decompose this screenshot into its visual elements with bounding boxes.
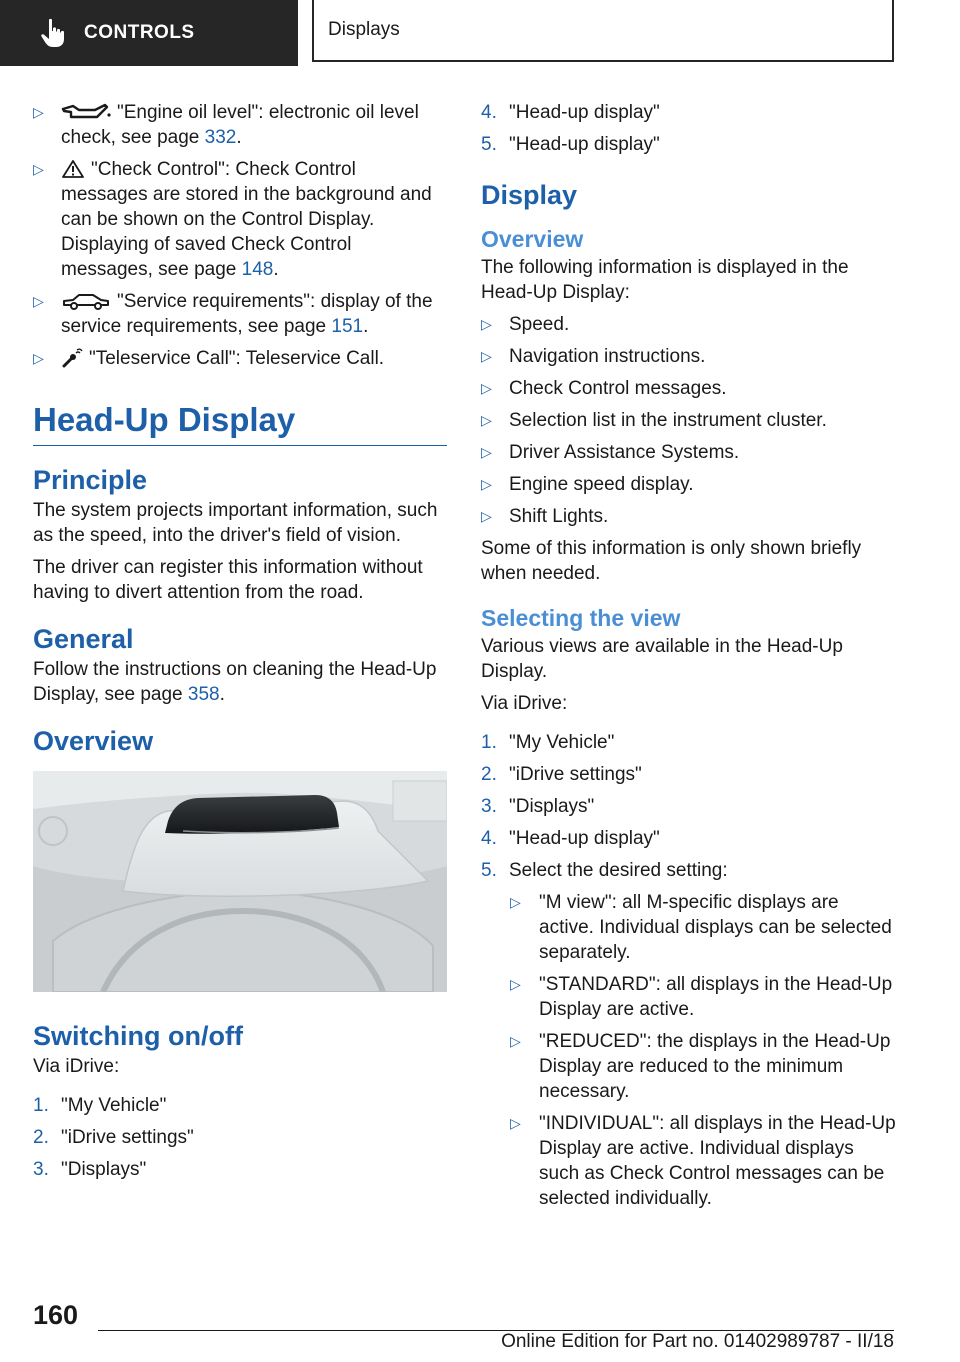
list-item: ▷ Speed.: [481, 314, 570, 335]
section-title: CONTROLS: [84, 22, 195, 43]
list-marker: ▷: [33, 104, 44, 120]
heading-hud: Head-Up Display: [33, 401, 447, 446]
list-item: ▷ Shift Lights.: [481, 506, 609, 527]
page-link[interactable]: 148: [241, 259, 274, 280]
heading-general: General: [33, 624, 134, 654]
heading-selecting-view: Selecting the view: [481, 605, 681, 631]
paragraph: Follow the instructions on cleaning the Head-Up Display, see page 358.: [33, 659, 437, 705]
section-tab: [0, 0, 298, 66]
heading-display-overview: Overview: [481, 226, 584, 252]
page-link[interactable]: 332: [204, 127, 237, 148]
list-item: 3. "Displays": [481, 796, 595, 817]
paragraph: The following information is displayed in the Head-Up Display:: [481, 257, 849, 303]
list-item: ▷ Engine speed display.: [481, 474, 694, 495]
hud-illustration: [33, 771, 447, 992]
hand-pointer-icon: [40, 18, 66, 48]
list-item: ▷ "Check Control": Check Control messages are stored in the background and can be shown on the Control Display. Displaying of saved Check Control messages, see page 148.: [33, 159, 432, 280]
hud-photo: [33, 771, 447, 992]
paragraph: The system projects important information, such as the speed, into the driver's field of vision.: [33, 500, 438, 546]
heading-switching: Switching on/off: [33, 1021, 243, 1051]
sub-list-item: ▷ "M view": all M-specific displays are active. Individual displays can be selected separately.: [510, 892, 892, 963]
sub-list-item: ▷ "REDUCED": the displays in the Head-Up Display are reduced to the minimum necessary.: [510, 1031, 891, 1102]
paragraph: Via iDrive:: [481, 693, 568, 714]
sub-list-item: ▷ "INDIVIDUAL": all displays in the Head-Up Display are active. Individual displays such as Check Control messages can be selected individually.: [510, 1113, 896, 1209]
list-item: 2. "iDrive settings": [33, 1127, 194, 1148]
chapter-title: Displays: [328, 19, 400, 40]
list-marker: ▷: [33, 293, 44, 309]
list-item: ▷ "Service requirements": display of the service requirements, see page 151.: [33, 291, 433, 337]
page-header: [0, 0, 960, 66]
edition-note: Online Edition for Part no. 01402989787 - II/18: [501, 1331, 894, 1352]
list-item: ▷ "Teleservice Call": Teleservice Call.: [33, 348, 385, 369]
list-item: ▷ Selection list in the instrument cluster.: [481, 410, 827, 431]
page-number: 160: [33, 1300, 79, 1330]
list-item: 5. Select the desired setting:: [481, 860, 728, 881]
list-item: 1. "My Vehicle": [33, 1095, 167, 1116]
paragraph: Various views are available in the Head-Up Display.: [481, 636, 843, 682]
oil-can-icon: [61, 102, 111, 122]
page-link[interactable]: 358: [187, 684, 220, 705]
list-item: 3. "Displays": [33, 1159, 147, 1180]
page-link[interactable]: 151: [331, 316, 364, 337]
chapter-box: [312, 0, 894, 62]
list-item: 1. "My Vehicle": [481, 732, 615, 753]
list-item: 4. "Head-up display": [481, 102, 660, 123]
sub-list-item: ▷ "STANDARD": all displays in the Head-Up Display are active.: [510, 974, 893, 1020]
list-item: ▷ Driver Assistance Systems.: [481, 442, 740, 463]
heading-display: Display: [481, 180, 578, 210]
paragraph: Some of this information is only shown briefly when needed.: [481, 538, 862, 584]
list-marker: ▷: [33, 350, 44, 366]
heading-principle: Principle: [33, 465, 148, 495]
heading-overview: Overview: [33, 726, 154, 756]
list-item: 4. "Head-up display": [481, 828, 660, 849]
warning-triangle-icon: [61, 159, 85, 179]
list-item: ▷ Check Control messages.: [481, 378, 727, 399]
list-item: ▷ Navigation instructions.: [481, 346, 706, 367]
paragraph: The driver can register this information without having to divert attention from the road.: [33, 557, 423, 603]
list-item: 5. "Head-up display": [481, 134, 660, 155]
list-marker: ▷: [33, 161, 44, 177]
service-car-icon: [61, 291, 111, 311]
right-column: [481, 100, 897, 1218]
list-item: ▷ "Engine oil level": electronic oil level check, see page 332.: [33, 102, 419, 148]
paragraph: Via iDrive:: [33, 1056, 120, 1077]
list-item: 2. "iDrive settings": [481, 764, 642, 785]
wrench-call-icon: [61, 348, 83, 368]
left-column: [33, 100, 447, 1189]
